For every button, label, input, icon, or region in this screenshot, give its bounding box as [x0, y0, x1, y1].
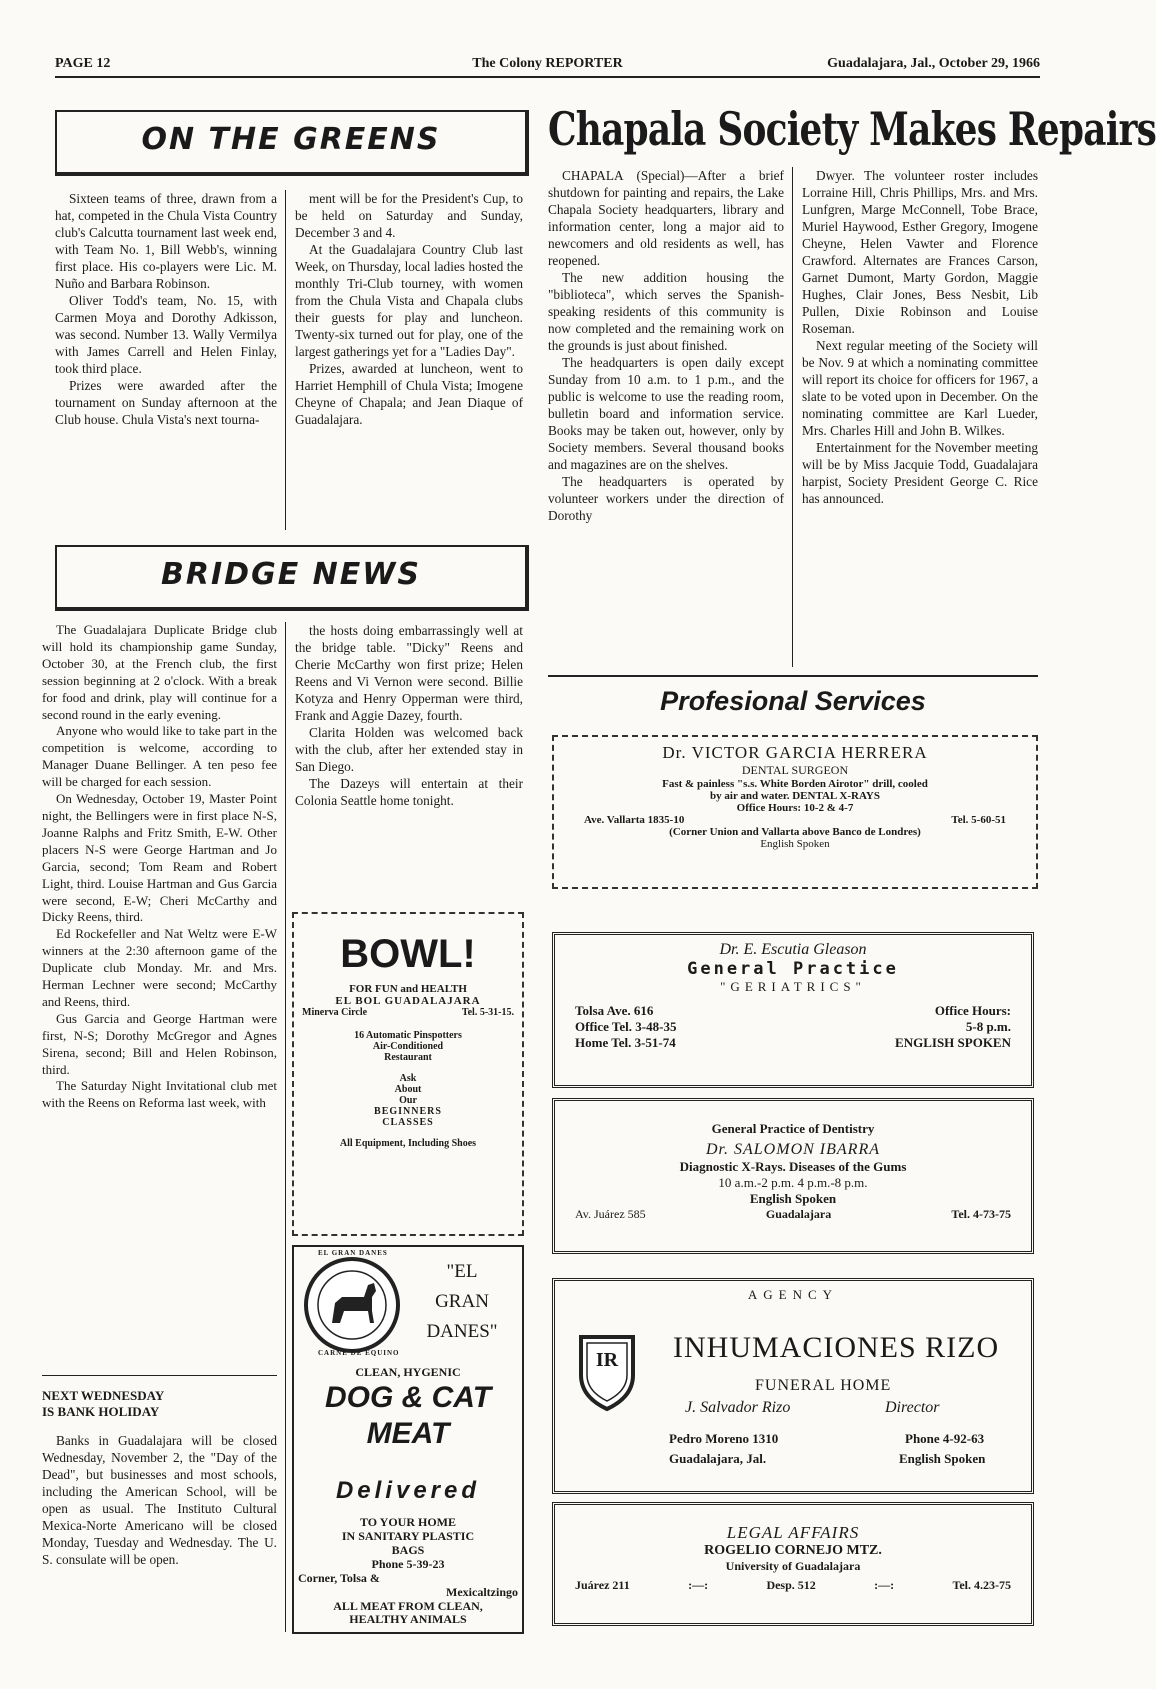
ibarra-tel: Tel. 4-73-75 [951, 1207, 1011, 1221]
herrera-line: by air and water. DENTAL X-RAYS [710, 790, 880, 802]
herrera-name: Dr. VICTOR GARCIA HERRERA [662, 743, 928, 762]
bowl-ask: BEGINNERS [374, 1106, 442, 1117]
ibarra-hours: 10 a.m.-2 p.m. 4 p.m.-8 p.m. [718, 1175, 868, 1190]
legal-ad [552, 1502, 1034, 1626]
dane-name-line: DANES" [426, 1321, 498, 1342]
greens-paragraph: Prizes, awarded at luncheon, went to Harriet Hemphill of Chula Vista; Imogene Cheyne of Chapala; and Jean Diaque of Guadalajara. [295, 361, 523, 427]
bowl-address: Minerva Circle [302, 1007, 368, 1018]
escutia-address: Tolsa Ave. 616 [575, 1003, 654, 1018]
legal-address: Juárez 211 [575, 1578, 630, 1592]
escutia-office-tel: Office Tel. 3-48-35 [575, 1019, 677, 1034]
bridge-paragraph: Anyone who would like to take part in the competition is welcome, according to Manager Duane Bellinger. A ten peso fee will be charged for each session. [42, 723, 277, 790]
paper-name: The Colony REPORTER [472, 56, 623, 71]
escutia-hours: 5-8 p.m. [965, 1019, 1011, 1034]
rizo-logo: IR [595, 1349, 619, 1371]
greens-title: ON THE GREENS [141, 122, 441, 157]
dane-ad [292, 1245, 524, 1634]
bridge-title: BRIDGE NEWS [161, 557, 421, 592]
section-rule [42, 1375, 277, 1376]
rizo-lang: English Spoken [899, 1451, 986, 1466]
column-rule [792, 167, 793, 667]
dane-tag: CLEAN, HYGENIC [355, 1365, 461, 1379]
dane-delivered: Delivered [335, 1477, 481, 1504]
chapala-paragraph: The headquarters is open daily except Sunday from 10 a.m. to 1 p.m., and the public is welcome to use the reading room, bulletin board and information service. Books may be taken out, however, only by Society members. Several thousand books and magazines are on the shelves. [548, 355, 784, 472]
chapala-paragraph: Next regular meeting of the Society will be Nov. 9 at which a nominating committee will report its choice for officers for 1967, a slate to be voted upon in December. On the nominating committee are Karl Lueder, Mrs. Charles Hill and John B. Wilkes. [802, 338, 1038, 438]
herrera-ad [552, 735, 1038, 889]
herrera-address: Ave. Vallarta 1835-10 [584, 814, 685, 826]
escutia-lang: ENGLISH SPOKEN [895, 1035, 1011, 1050]
bowl-ask: Our [399, 1095, 417, 1106]
rizo-title: Director [885, 1399, 940, 1416]
bowl-title: BOWL! [340, 932, 476, 976]
rizo-name: INHUMACIONES RIZO [673, 1331, 1000, 1364]
column-rule [285, 190, 286, 530]
bowl-footer: All Equipment, Including Shoes [339, 1138, 477, 1149]
chapala-paragraph: CHAPALA (Special)—After a brief shutdown for painting and repairs, the Lake Chapala Society headquarters, library and information center, long a major aid to newcomers and old residents as well, has reopened. [548, 168, 784, 268]
ibarra-lang: English Spoken [749, 1191, 837, 1206]
masthead [55, 50, 1040, 78]
bowl-feature: Restaurant [384, 1052, 432, 1063]
holiday-heading-1: NEXT WEDNESDAY [42, 1388, 165, 1403]
greens-paragraph: Prizes were awarded after the tournament on Sunday afternoon at the Club house. Chula Vista's next tourna- [55, 378, 277, 427]
ibarra-line: Diagnostic X-Rays. Diseases of the Gums [679, 1159, 907, 1174]
legal-separator: :—: [688, 1578, 709, 1592]
bridge-col-1 [42, 622, 277, 1112]
dane-headline-2: MEAT [366, 1417, 450, 1450]
herrera-tel: Tel. 5-60-51 [951, 814, 1006, 826]
shield-icon [577, 1333, 637, 1413]
bowl-ask: CLASSES [382, 1117, 434, 1128]
greens-heading [55, 110, 529, 176]
dane-home: IN SANITARY PLASTIC [341, 1529, 475, 1543]
herrera-contact [554, 814, 1036, 826]
rizo-owner: J. Salvador Rizo [685, 1399, 791, 1416]
chapala-col-2 [802, 167, 1038, 507]
bowl-contact [294, 1007, 522, 1018]
escutia-ad [552, 932, 1034, 1088]
herrera-role: DENTAL SURGEON [741, 763, 849, 777]
bridge-col-2 [295, 622, 523, 809]
greens-col-1 [55, 190, 277, 428]
bridge-paragraph: On Wednesday, October 19, Master Point night, the Bellingers were in first place N-S, Joanne Ralphs and Fritz Smith, E-W. Other placers N-S were George Hartman and Jo Garcia, second; Tom Ream and Robert Light, third. Louise Hartman and Gus Garcia were second, E-W; Cheri McCarthy and Dicky Reens, third. [42, 791, 277, 925]
greens-paragraph: At the Guadalajara Country Club last Week, on Thursday, local ladies hosted the monthly Tri-Club tourney, with women from the Chula Vista and Chapala clubs their guests for play and luncheon. Twenty-six turned out for play, one of the largest gatherings yet for a "Ladies Day". [295, 242, 523, 359]
dateline: Guadalajara, Jal., October 29, 1966 [827, 56, 1040, 71]
chapala-paragraph: The headquarters is operated by volunteer workers under the direction of Dorothy [548, 474, 784, 523]
bridge-paragraph: The Dazeys will entertain at their Colonia Seattle home tonight. [295, 776, 523, 808]
escutia-home-tel: Home Tel. 3-51-74 [575, 1035, 676, 1050]
legal-office: Desp. 512 [766, 1578, 816, 1592]
bridge-heading [55, 545, 529, 611]
dane-logo-top: EL GRAN DANES [318, 1249, 388, 1257]
ibarra-contact [555, 1207, 1031, 1222]
bowl-tel: Tel. 5-31-15. [461, 1007, 514, 1018]
legal-name: ROGELIO CORNEJO MTZ. [704, 1543, 882, 1558]
page-number: PAGE 12 [55, 56, 111, 71]
escutia-hours-label: Office Hours: [934, 1003, 1011, 1018]
bowl-ask: Ask [399, 1073, 417, 1084]
legal-tel: Tel. 4.23-75 [952, 1578, 1011, 1592]
greens-paragraph: ment will be for the President's Cup, to be held on Saturday and Sunday, December 3 and 4. [295, 191, 523, 240]
rizo-agency: AGENCY [747, 1287, 839, 1302]
bridge-paragraph: Clarita Holden was welcomed back with the club, after her extended stay in San Diego. [295, 725, 523, 774]
chapala-paragraph: Dwyer. The volunteer roster includes Lorraine Hill, Chris Phillips, Mrs. and Mrs. Lunfgren, Marge McConnell, Tobe Brace, Muriel Haywood, Esther Gregory, Imogene Cheyne, Helen Vawter and Florence Crawford. Alternates are Frances Carson, Garnet Dumont, Marty Gordon, Maggie Hughes, Clair Jones, Bess Nesbit, Lib Pullen, Dixie Robinson and Louise Roseman. [802, 168, 1038, 336]
bridge-paragraph: The Saturday Night Invitational club met with the Reens on Reforma last week, with [42, 1078, 277, 1111]
services-title: Profesional Services [660, 686, 926, 716]
rizo-phone: Phone 4-92-63 [905, 1431, 985, 1446]
bowl-feature: 16 Automatic Pinspotters [354, 1030, 462, 1041]
column-rule [285, 622, 286, 1632]
greens-col-2 [295, 190, 523, 428]
legal-school: University of Guadalajara [725, 1559, 861, 1573]
herrera-hours: Office Hours: 10-2 & 4-7 [736, 802, 854, 814]
dane-street: Mexicaltzingo [446, 1585, 518, 1599]
escutia-practice: General Practice [687, 959, 899, 979]
ibarra-address: Av. Juárez 585 [575, 1207, 646, 1221]
ibarra-heading: General Practice of Dentistry [711, 1121, 875, 1136]
legal-contact [555, 1574, 1031, 1593]
herrera-line: Fast & painless "s.s. White Borden Airotor" drill, cooled [662, 778, 928, 790]
bridge-paragraph: Ed Rockefeller and Nat Weltz were E-W winners at the 2:30 afternoon game of the Duplicate club Monday. Mr. and Mrs. Herman Lechner were second; McCarthy and Reens, third. [42, 926, 277, 1009]
dog-logo-icon [302, 1255, 402, 1355]
bridge-paragraph: The Guadalajara Duplicate Bridge club will hold its championship game Sunday, October 30, at the French club, the first session beginning at 2 o'clock. With a break for food and drink, play will continue for a second round in the early evening. [42, 622, 277, 722]
rizo-ad [552, 1278, 1034, 1494]
ibarra-name: Dr. SALOMON IBARRA [706, 1141, 880, 1158]
chapala-paragraph: Entertainment for the November meeting will be by Miss Jacquie Todd, Guadalajara harpist, Society President George C. Rice has announced. [802, 440, 1038, 506]
dane-footer: HEALTHY ANIMALS [349, 1612, 467, 1626]
chapala-headline: Chapala Society Makes Repairs [548, 102, 1156, 156]
holiday-heading-2: IS BANK HOLIDAY [42, 1404, 160, 1419]
bowl-feature: Air-Conditioned [372, 1041, 444, 1052]
greens-paragraph: Sixteen teams of three, drawn from a hat, competed in the Chula Vista Country club's Calcutta tournament last week end, with Team No. 1, Bill Webb's, winning first place. His co-players were Lic. M. Nuño and Barbara Robinson. [55, 191, 277, 291]
escutia-row-2 [555, 1019, 1031, 1035]
escutia-specialty: "GERIATRICS" [720, 979, 866, 994]
greens-paragraph: Oliver Todd's team, No. 15, with Carmen Moya and Dorothy Adkisson, was second. Number 13. Wally Vermilya with James Carrell and Helen Finlay, took third place. [55, 293, 277, 376]
holiday-body: Banks in Guadalajara will be closed Wednesday, November 2, the "Day of the Dead", but businesses and most schools, including the American School, will be open as usual. The Instituto Cultural Mexica-Norte Americano will be closed Monday, Tuesday and Wednesday. The U. S. consulate will be open. [42, 1433, 277, 1567]
rizo-city: Guadalajara, Jal. [669, 1451, 767, 1466]
escutia-row-3 [555, 1035, 1031, 1051]
chapala-col-1 [548, 167, 784, 524]
dane-logo-bottom: CARNE DE EQUINO [318, 1349, 400, 1357]
holiday-article [42, 1388, 277, 1568]
escutia-name: Dr. E. Escutia Gleason [719, 941, 867, 958]
bridge-paragraph: Gus Garcia and George Hartman were first, N-S; Dorothy McGregor and Agnes Sirena, second; Bill and Helen Robinson, third. [42, 1010, 277, 1077]
bridge-paragraph: the hosts doing embarrassingly well at the bridge table. "Dicky" Reens and Cherie McCarthy won first prize; Helen Reens and Vi Vernon were second. Billie Kotyza and Henry Opperman were third, Frank and Aggie Dazey, fourth. [295, 623, 523, 723]
dane-home: BAGS [391, 1543, 425, 1557]
dane-footer: ALL MEAT FROM CLEAN, [333, 1599, 483, 1613]
dane-phone: Phone 5-39-23 [371, 1557, 445, 1571]
legal-heading: LEGAL AFFAIRS [726, 1523, 860, 1542]
section-rule [548, 675, 1038, 677]
legal-separator: :—: [874, 1578, 895, 1592]
dane-corner: Corner, Tolsa & [298, 1571, 380, 1585]
bowl-line-2: EL BOL GUADALAJARA [335, 995, 481, 1007]
bowl-ad [292, 912, 524, 1236]
ibarra-city: Guadalajara [765, 1207, 832, 1221]
ibarra-ad [552, 1098, 1034, 1254]
escutia-row-1 [555, 1003, 1031, 1019]
herrera-lang: English Spoken [760, 838, 830, 850]
bowl-line-1: FOR FUN and HEALTH [349, 983, 467, 995]
rizo-address: Pedro Moreno 1310 [669, 1431, 779, 1446]
dane-name-line: GRAN [435, 1291, 489, 1312]
bowl-ask: About [394, 1084, 422, 1095]
rizo-sub: FUNERAL HOME [755, 1377, 892, 1394]
herrera-corner: (Corner Union and Vallarta above Banco de Londres) [669, 826, 921, 838]
dane-name-line: "EL [446, 1261, 478, 1282]
dane-home: TO YOUR HOME [359, 1515, 456, 1529]
dane-headline-1: DOG & CAT [324, 1381, 492, 1414]
chapala-paragraph: The new addition housing the "biblioteca", which serves the Spanish-speaking residents of this community is now completed and the remaining work on the grounds is just about finished. [548, 270, 784, 353]
